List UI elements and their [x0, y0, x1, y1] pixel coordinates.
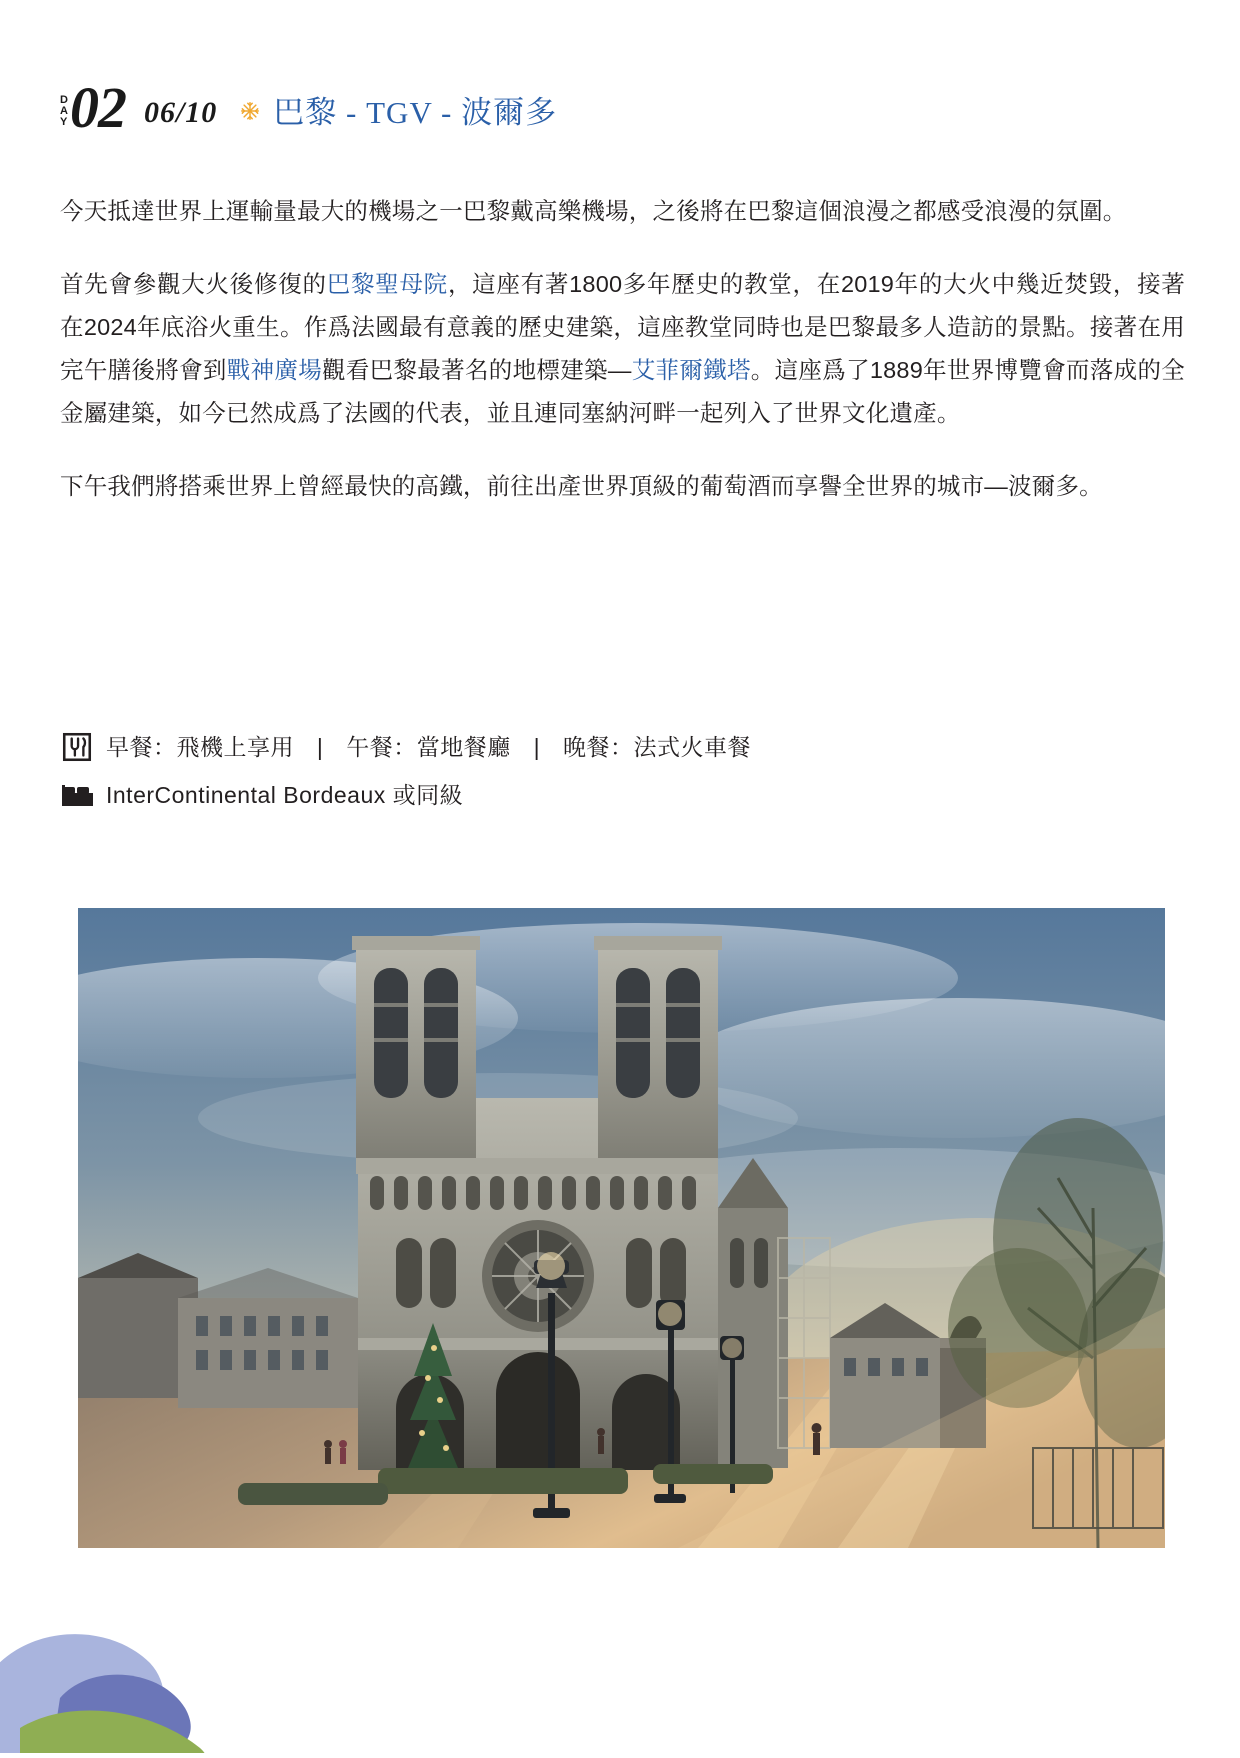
p2-text-3: 觀看巴黎最著名的地標建築— [322, 357, 632, 383]
bed-icon [60, 781, 106, 809]
link-notre-dame[interactable]: 巴黎聖母院 [326, 271, 448, 297]
p2-text-2: ，這座有著1800多年歷史的教堂，在2019年的大火中幾近焚毀，接著在2024年底浴火重生。作爲法國最有意義的歷史建築，這座教堂同時也是巴黎最多人造訪的景點。接著在用完午膳後將會到 [60, 271, 1186, 383]
link-eiffel-tower[interactable]: 艾菲爾鐵塔 [631, 357, 751, 383]
dinner-text: 晚餐：法式火車餐 [563, 734, 752, 760]
day-letter-y: Y [60, 116, 68, 128]
decorative-blobs [0, 1513, 300, 1753]
meal-text [106, 730, 751, 764]
day-date: 06/10 [143, 96, 218, 129]
link-champ-de-mars[interactable]: 戰神廣場 [226, 357, 323, 383]
day-header [60, 70, 558, 140]
day-number: 02 [69, 75, 126, 140]
meal-row [60, 730, 1185, 764]
meal-and-hotel-info [60, 730, 1185, 826]
snowflake-icon [239, 100, 261, 126]
p2-text-1: 首先會參觀大火後修復的 [60, 271, 327, 297]
day-label [60, 95, 68, 128]
route-title: 巴黎 - TGV - 波爾多 [273, 95, 558, 130]
meal-tray-icon [60, 730, 106, 764]
meal-separator-2: | [533, 734, 541, 760]
itinerary-description [60, 190, 1185, 508]
meal-separator-1: | [316, 734, 324, 760]
paragraph-1: 今天抵達世界上運輸量最大的機場之一巴黎戴高樂機場，之後將在巴黎這個浪漫之都感受浪漫的氛圍。 [60, 198, 1127, 224]
breakfast-text: 早餐：飛機上享用 [106, 734, 294, 760]
paragraph-2 [60, 263, 1185, 435]
paragraph-3: 下午我們將搭乘世界上曾經最快的高鐵，前往出產世界頂級的葡萄酒而享譽全世界的城市—波爾多。 [60, 473, 1103, 499]
lunch-text: 午餐：當地餐廳 [346, 734, 511, 760]
notre-dame-cathedral-photo [78, 908, 1165, 1548]
p2-text-4: 。這座爲了1889年世界博覽會而落成的全金屬建築，如今已然成爲了法國的代表，並且連同塞納河畔一起列入了世界文化遺產。 [60, 357, 1185, 426]
hotel-row [60, 778, 1185, 812]
day-letter-a: A [60, 105, 68, 117]
hotel-text: InterContinental Bordeaux 或同級 [106, 782, 464, 808]
day-letter-d: D [60, 94, 68, 106]
